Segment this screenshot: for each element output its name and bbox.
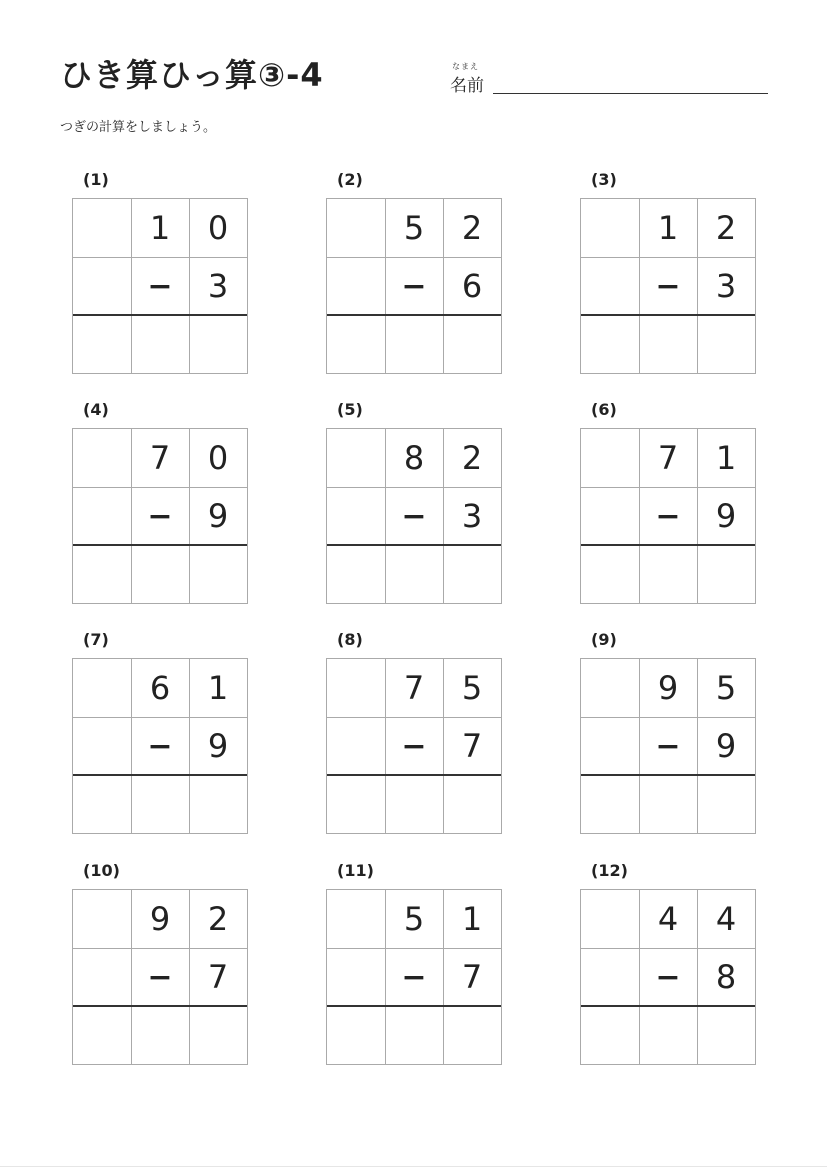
empty-cell[interactable] (327, 890, 385, 948)
subtrahend-ones: 3 (461, 497, 483, 535)
answer-cell-hundreds[interactable] (581, 545, 639, 603)
answer-cell-hundreds[interactable] (581, 1006, 639, 1064)
problem-9 (580, 630, 756, 836)
problem-5 (326, 400, 502, 606)
minus-sign: − (147, 728, 173, 764)
calc-grid (72, 198, 248, 374)
minuend-tens: 7 (149, 439, 171, 477)
empty-cell[interactable] (581, 487, 639, 545)
problem-4 (72, 400, 248, 606)
answer-cell-tens[interactable] (131, 545, 189, 603)
calc-grid (580, 658, 756, 834)
problem-number: (1) (83, 170, 109, 189)
minus-sign: − (147, 959, 173, 995)
empty-cell[interactable] (581, 717, 639, 775)
empty-cell[interactable] (73, 659, 131, 717)
answer-cell-tens[interactable] (131, 315, 189, 373)
empty-cell[interactable] (73, 429, 131, 487)
problem-2 (326, 170, 502, 376)
answer-cell-hundreds[interactable] (73, 545, 131, 603)
problem-8 (326, 630, 502, 836)
calc-grid (72, 658, 248, 834)
answer-cell-hundreds[interactable] (327, 1006, 385, 1064)
minuend-ones: 2 (207, 900, 229, 938)
subtrahend-ones: 6 (461, 267, 483, 305)
empty-cell[interactable] (73, 487, 131, 545)
calc-grid (580, 428, 756, 604)
answer-cell-hundreds[interactable] (581, 775, 639, 833)
name-underline[interactable] (493, 93, 768, 94)
empty-cell[interactable] (327, 487, 385, 545)
calc-grid (72, 428, 248, 604)
empty-cell[interactable] (327, 717, 385, 775)
page-bottom-rule (0, 1166, 827, 1167)
problem-number: (5) (337, 400, 363, 419)
answer-cell-ones[interactable] (443, 775, 501, 833)
subtrahend-ones: 7 (461, 958, 483, 996)
problem-number: (11) (337, 861, 374, 880)
problem-number: (9) (591, 630, 617, 649)
empty-cell[interactable] (581, 890, 639, 948)
minuend-tens: 9 (657, 669, 679, 707)
problem-7 (72, 630, 248, 836)
answer-cell-tens[interactable] (639, 1006, 697, 1064)
answer-cell-hundreds[interactable] (327, 545, 385, 603)
empty-cell[interactable] (327, 948, 385, 1006)
answer-cell-ones[interactable] (697, 775, 755, 833)
answer-cell-tens[interactable] (385, 775, 443, 833)
subtrahend-ones: 9 (715, 727, 737, 765)
name-label: 名前 (450, 76, 484, 96)
minus-sign: − (147, 498, 173, 534)
minus-sign: − (401, 498, 427, 534)
empty-cell[interactable] (581, 429, 639, 487)
instruction-text: つぎの計算をしましょう。 (60, 120, 217, 135)
problem-number: (6) (591, 400, 617, 419)
minuend-ones: 5 (715, 669, 737, 707)
answer-cell-hundreds[interactable] (581, 315, 639, 373)
calc-grid (580, 889, 756, 1065)
calc-grid (326, 889, 502, 1065)
empty-cell[interactable] (327, 429, 385, 487)
minuend-tens: 4 (657, 900, 679, 938)
subtrahend-ones: 8 (715, 958, 737, 996)
empty-cell[interactable] (581, 948, 639, 1006)
answer-cell-hundreds[interactable] (73, 1006, 131, 1064)
answer-cell-ones[interactable] (443, 315, 501, 373)
subtrahend-ones: 9 (207, 727, 229, 765)
answer-cell-tens[interactable] (131, 1006, 189, 1064)
minuend-tens: 8 (403, 439, 425, 477)
minus-sign: − (655, 728, 681, 764)
problem-3 (580, 170, 756, 376)
minuend-tens: 5 (403, 209, 425, 247)
answer-cell-ones[interactable] (697, 1006, 755, 1064)
empty-cell[interactable] (327, 257, 385, 315)
subtrahend-ones: 3 (715, 267, 737, 305)
answer-cell-tens[interactable] (131, 775, 189, 833)
subtrahend-ones: 9 (715, 497, 737, 535)
empty-cell[interactable] (327, 659, 385, 717)
answer-cell-hundreds[interactable] (73, 315, 131, 373)
empty-cell[interactable] (581, 199, 639, 257)
answer-cell-ones[interactable] (189, 315, 247, 373)
empty-cell[interactable] (581, 257, 639, 315)
problem-number: (7) (83, 630, 109, 649)
problem-number: (8) (337, 630, 363, 649)
problem-number: (3) (591, 170, 617, 189)
empty-cell[interactable] (73, 257, 131, 315)
minuend-ones: 0 (207, 439, 229, 477)
answer-cell-hundreds[interactable] (327, 775, 385, 833)
calc-grid (72, 889, 248, 1065)
calc-grid (326, 428, 502, 604)
problem-1 (72, 170, 248, 376)
calc-grid (580, 198, 756, 374)
answer-cell-ones[interactable] (189, 1006, 247, 1064)
answer-cell-tens[interactable] (639, 545, 697, 603)
minus-sign: − (655, 268, 681, 304)
answer-cell-hundreds[interactable] (327, 315, 385, 373)
problem-number: (10) (83, 861, 120, 880)
problem-6 (580, 400, 756, 606)
minuend-ones: 1 (715, 439, 737, 477)
minus-sign: − (655, 498, 681, 534)
name-ruby: なまえ (452, 62, 479, 71)
minuend-tens: 9 (149, 900, 171, 938)
minus-sign: − (655, 959, 681, 995)
minuend-ones: 2 (461, 439, 483, 477)
minuend-ones: 2 (461, 209, 483, 247)
answer-cell-ones[interactable] (697, 545, 755, 603)
answer-cell-tens[interactable] (639, 775, 697, 833)
subtrahend-ones: 3 (207, 267, 229, 305)
minuend-ones: 4 (715, 900, 737, 938)
problem-11 (326, 861, 502, 1067)
minuend-tens: 6 (149, 669, 171, 707)
empty-cell[interactable] (73, 717, 131, 775)
empty-cell[interactable] (581, 659, 639, 717)
calc-grid (326, 658, 502, 834)
empty-cell[interactable] (73, 890, 131, 948)
problem-10 (72, 861, 248, 1067)
empty-cell[interactable] (73, 948, 131, 1006)
minuend-ones: 5 (461, 669, 483, 707)
minuend-tens: 1 (149, 209, 171, 247)
minuend-tens: 1 (657, 209, 679, 247)
empty-cell[interactable] (327, 199, 385, 257)
minuend-ones: 1 (207, 669, 229, 707)
minuend-ones: 2 (715, 209, 737, 247)
problem-12 (580, 861, 756, 1067)
minus-sign: − (401, 728, 427, 764)
minus-sign: − (401, 959, 427, 995)
calc-grid (326, 198, 502, 374)
subtrahend-ones: 7 (461, 727, 483, 765)
page-title: ひき算ひっ算③-4 (60, 56, 324, 94)
empty-cell[interactable] (73, 199, 131, 257)
answer-cell-ones[interactable] (443, 545, 501, 603)
problem-number: (12) (591, 861, 628, 880)
answer-cell-tens[interactable] (385, 315, 443, 373)
minuend-ones: 0 (207, 209, 229, 247)
minuend-ones: 1 (461, 900, 483, 938)
problem-number: (2) (337, 170, 363, 189)
subtrahend-ones: 9 (207, 497, 229, 535)
answer-cell-tens[interactable] (385, 1006, 443, 1064)
answer-cell-ones[interactable] (443, 1006, 501, 1064)
name-field[interactable] (448, 58, 770, 98)
subtrahend-ones: 7 (207, 958, 229, 996)
answer-cell-ones[interactable] (189, 775, 247, 833)
answer-cell-tens[interactable] (385, 545, 443, 603)
answer-cell-ones[interactable] (697, 315, 755, 373)
minuend-tens: 7 (403, 669, 425, 707)
minus-sign: − (147, 268, 173, 304)
answer-cell-tens[interactable] (639, 315, 697, 373)
problem-number: (4) (83, 400, 109, 419)
minus-sign: − (401, 268, 427, 304)
minuend-tens: 7 (657, 439, 679, 477)
answer-cell-ones[interactable] (189, 545, 247, 603)
minuend-tens: 5 (403, 900, 425, 938)
answer-cell-hundreds[interactable] (73, 775, 131, 833)
